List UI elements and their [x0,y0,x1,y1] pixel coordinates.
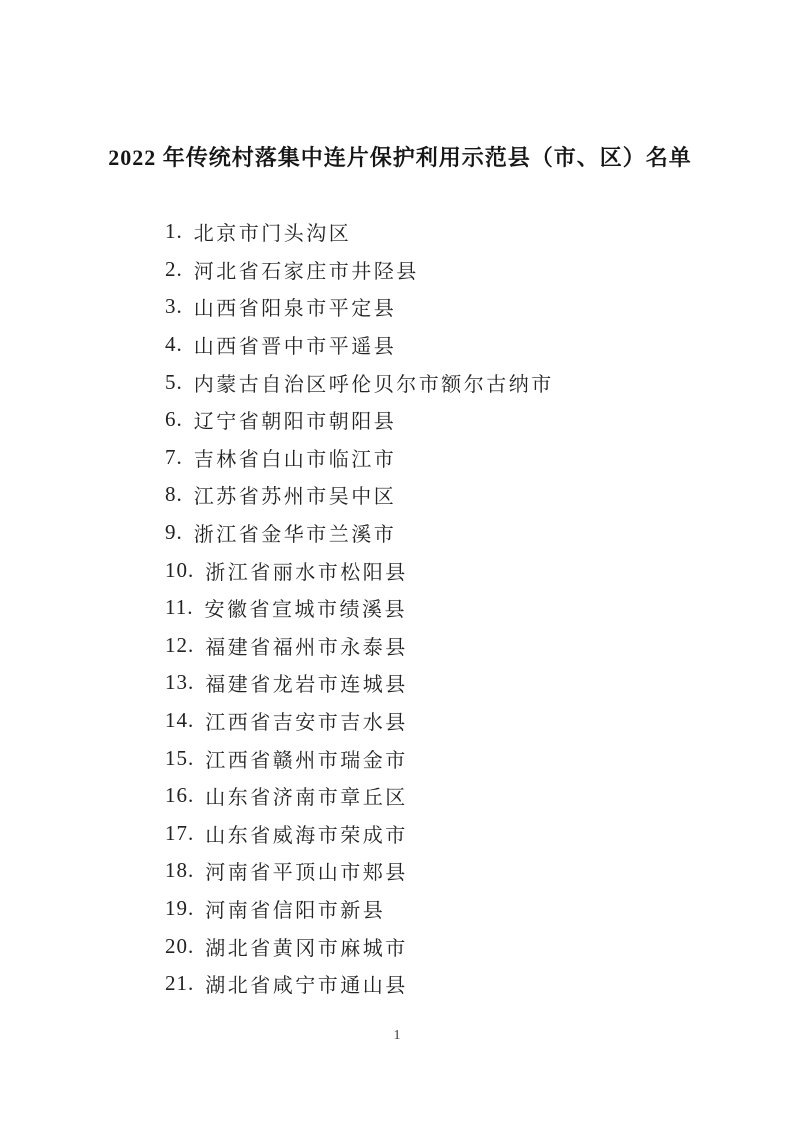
list-item-text: 安徽省宣城市绩溪县 [204,599,407,622]
list-item-text: 内蒙古自治区呼伦贝尔市额尔古纳市 [193,373,554,396]
demonstration-list [165,213,740,1002]
list-item-number: 5. [165,369,183,394]
list-item-text: 湖北省黄冈市麻城市 [205,937,408,960]
list-item [165,213,740,251]
document-title: 2022 年传统村落集中连片保护利用示范县（市、区）名单 [108,145,692,170]
list-item [165,401,740,439]
list-item [165,664,740,702]
list-item-text: 福建省龙岩市连城县 [205,674,408,697]
list-item-number: 6. [165,407,183,432]
list-item [165,439,740,477]
list-item-text: 北京市门头沟区 [193,223,352,246]
list-item-text: 河北省石家庄市井陉县 [193,260,419,283]
list-item-text: 山东省威海市荣成市 [205,824,408,847]
list-item-number: 15. [165,745,195,770]
list-item [165,551,740,589]
list-item-number: 1. [165,219,183,244]
list-item-number: 12. [165,632,195,657]
list-item-number: 10. [165,557,195,582]
list-item-number: 9. [165,520,183,545]
list-item [165,363,740,401]
list-item [165,589,740,627]
list-item-text: 山西省阳泉市平定县 [193,298,397,321]
list-item-number: 14. [165,708,195,733]
list-item-number: 7. [165,444,183,469]
list-item-text: 江西省吉安市吉水县 [205,712,408,735]
list-item-text: 浙江省丽水市松阳县 [205,561,408,584]
list-item-number: 16. [165,783,195,808]
list-item-number: 21. [165,971,195,996]
list-item-text: 浙江省金华市兰溪市 [193,524,397,547]
list-item [165,927,740,965]
page-number: 1 [393,1028,401,1043]
list-item-text: 江苏省苏州市吴中区 [193,486,397,509]
list-item [165,815,740,853]
list-item-text: 山东省济南市章丘区 [205,787,408,810]
list-item-text: 江西省赣州市瑞金市 [205,749,408,772]
list-item [165,890,740,928]
list-item-text: 湖北省咸宁市通山县 [205,975,408,998]
list-item [165,514,740,552]
list-item-number: 3. [165,294,183,319]
list-item-number: 20. [165,933,195,958]
list-item [165,476,740,514]
list-item-number: 11. [165,595,194,620]
list-item [165,965,740,1003]
list-item-text: 吉林省白山市临江市 [193,448,397,471]
list-item [165,739,740,777]
list-item [165,251,740,289]
list-item-number: 19. [165,895,195,920]
list-item [165,777,740,815]
list-item-text: 河南省信阳市新县 [205,899,386,922]
list-item-number: 18. [165,858,195,883]
list-item-number: 13. [165,670,195,695]
list-item-number: 2. [165,256,183,281]
list-item-text: 河南省平顶山市郏县 [205,862,408,885]
list-item [165,288,740,326]
list-item-number: 4. [165,332,183,357]
list-item [165,627,740,665]
list-item [165,326,740,364]
list-item-number: 8. [165,482,183,507]
list-item [165,852,740,890]
list-item-text: 辽宁省朝阳市朝阳县 [193,411,397,434]
list-item-number: 17. [165,820,195,845]
list-item-text: 山西省晋中市平遥县 [193,336,397,359]
list-item-text: 福建省福州市永泰县 [205,636,408,659]
list-item [165,702,740,740]
